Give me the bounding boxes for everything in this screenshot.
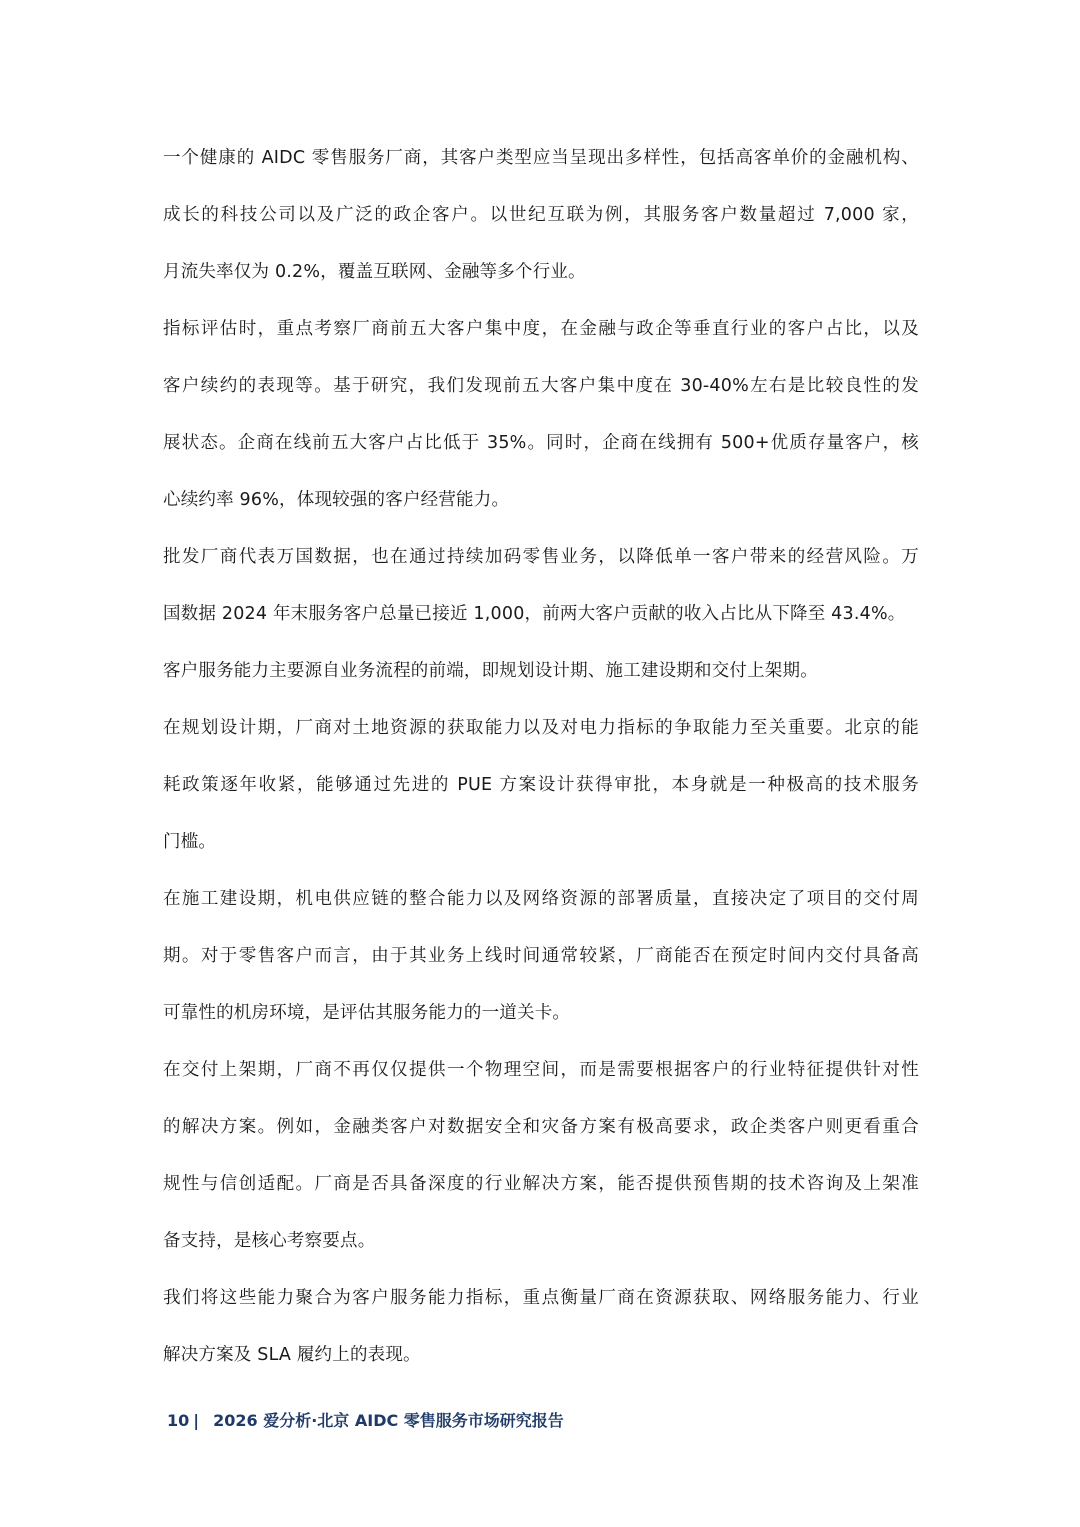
text-line: 门槛。 [163, 832, 217, 852]
text-line: 备支持，是核心考察要点。 [163, 1231, 376, 1251]
text-line: 月流失率仅为 0.2%，覆盖互联网、金融等多个行业。 [163, 262, 586, 282]
text-line: 国数据 2024 年末服务客户总量已接近 1,000，前两大客户贡献的收入占比从下降至 43.4%。 [163, 604, 906, 624]
text-line: 客户续约的表现等。基于研究，我们发现前五大客户集中度在 30-40%左右是比较良性的发 [163, 376, 919, 396]
text-line: 我们将这些能力聚合为客户服务能力指标，重点衡量厂商在资源获取、网络服务能力、行业 [163, 1288, 919, 1308]
text-line: 的解决方案。例如，金融类客户对数据安全和灾备方案有极高要求，政企类客户则更看重合 [163, 1117, 919, 1137]
page-number: 10 [167, 1411, 190, 1430]
paragraph [163, 301, 919, 529]
text-line: 在交付上架期，厂商不再仅仅提供一个物理空间，而是需要根据客户的行业特征提供针对性 [163, 1060, 919, 1080]
paragraph [163, 529, 919, 643]
text-line: 可靠性的机房环境，是评估其服务能力的一道关卡。 [163, 1003, 571, 1023]
text-line: 展状态。企商在线前五大客户占比低于 35%。同时，企商在线拥有 500+优质存量客户，核 [163, 433, 919, 453]
text-line: 在施工建设期，机电供应链的整合能力以及网络资源的部署质量，直接决定了项目的交付周 [163, 889, 919, 909]
text-line: 耗政策逐年收紧，能够通过先进的 PUE 方案设计获得审批，本身就是一种极高的技术服务 [163, 775, 919, 795]
text-line: 批发厂商代表万国数据，也在通过持续加码零售业务，以降低单一客户带来的经营风险。万 [163, 547, 919, 567]
text-line: 一个健康的 AIDC 零售服务厂商，其客户类型应当呈现出多样性，包括高客单价的金融机构、 [163, 148, 919, 168]
report-title: 2026 爱分析·北京 AIDC 零售服务市场研究报告 [213, 1411, 564, 1430]
page-footer [167, 1408, 564, 1431]
paragraph [163, 643, 919, 700]
paragraph [163, 700, 919, 871]
text-line: 指标评估时，重点考察厂商前五大客户集中度，在金融与政企等垂直行业的客户占比，以及 [163, 319, 919, 339]
text-line: 在规划设计期，厂商对土地资源的获取能力以及对电力指标的争取能力至关重要。北京的能 [163, 718, 919, 738]
paragraph [163, 130, 919, 301]
paragraph [163, 1042, 919, 1270]
footer-separator: | [193, 1411, 200, 1430]
body-text [163, 130, 919, 1384]
text-line: 期。对于零售客户而言，由于其业务上线时间通常较紧，厂商能否在预定时间内交付具备高 [163, 946, 919, 966]
text-line: 客户服务能力主要源自业务流程的前端，即规划设计期、施工建设期和交付上架期。 [163, 661, 818, 681]
text-line: 解决方案及 SLA 履约上的表现。 [163, 1345, 421, 1365]
paragraph [163, 871, 919, 1042]
paragraph [163, 1270, 919, 1384]
text-line: 成长的科技公司以及广泛的政企客户。以世纪互联为例，其服务客户数量超过 7,000 家， [163, 205, 919, 225]
text-line: 规性与信创适配。厂商是否具备深度的行业解决方案，能否提供预售期的技术咨询及上架准 [163, 1174, 919, 1194]
text-line: 心续约率 96%，体现较强的客户经营能力。 [163, 490, 510, 510]
